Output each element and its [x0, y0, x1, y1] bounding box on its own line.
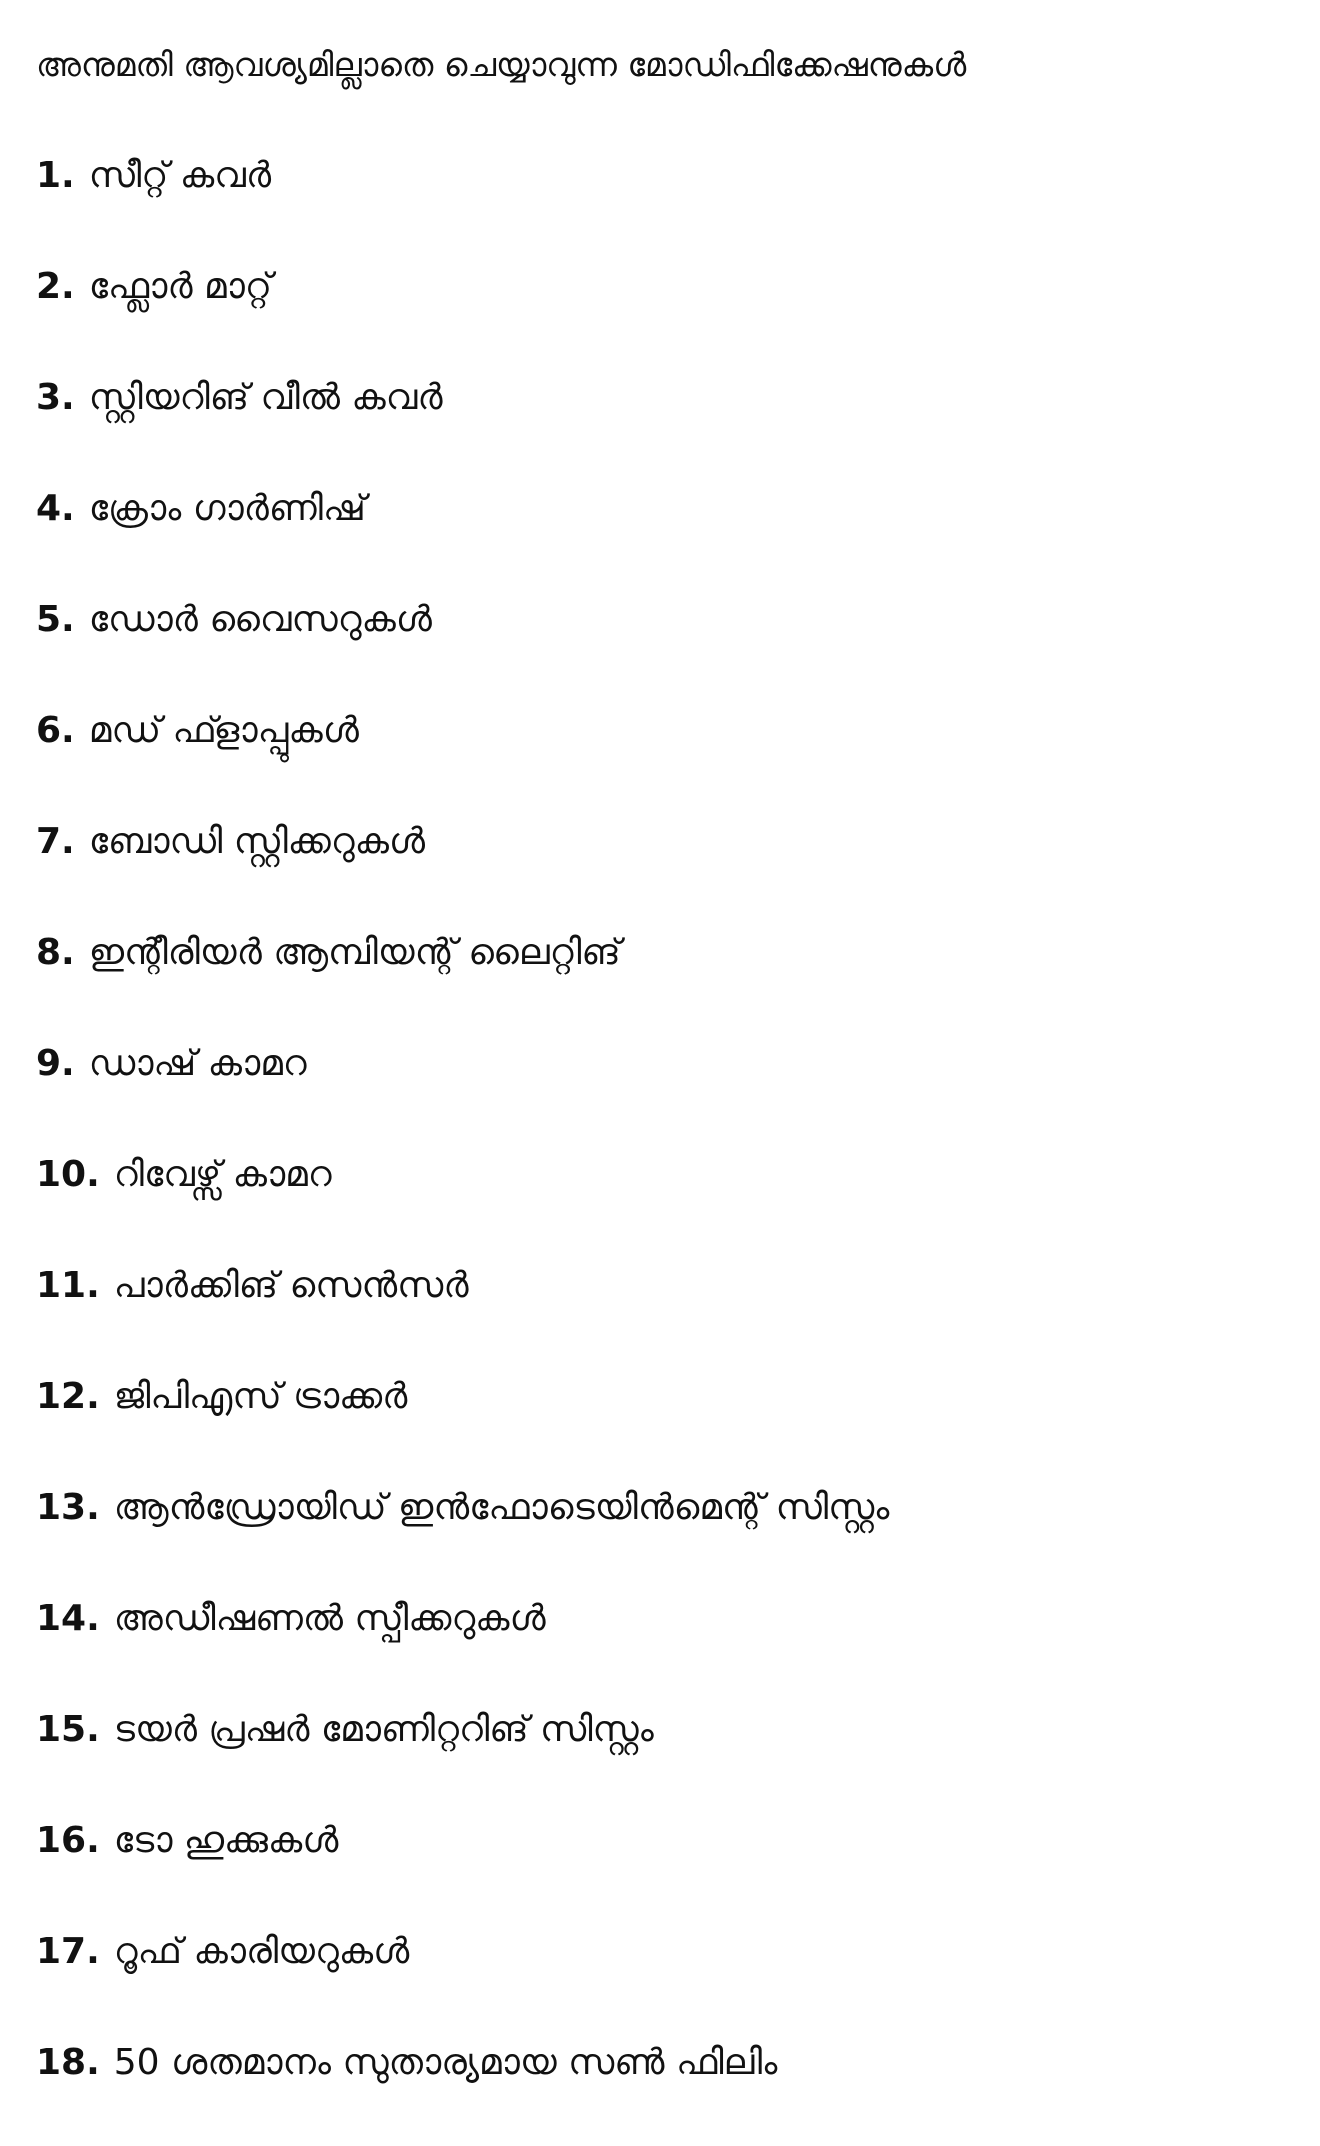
list-item: [36, 1369, 889, 1480]
item-label: ടോ ഹുക്കുകൾ: [113, 1820, 339, 1861]
list-item: [36, 592, 889, 703]
item-number: 17.: [36, 1931, 100, 1972]
item-label: ടയർ പ്രഷർ മോണിറ്ററിങ് സിസ്റ്റം: [113, 1709, 654, 1750]
item-number: 18.: [36, 2042, 100, 2083]
document-title: അനുമതി ആവശ്യമില്ലാതെ ചെയ്യാവുന്ന മോഡിഫിക്കേഷനുകൾ: [36, 45, 967, 84]
item-label: അഡീഷണൽ സ്പീക്കറുകൾ: [113, 1598, 546, 1639]
item-label: മഡ് ഫ്ളാപ്പുകൾ: [88, 710, 359, 751]
item-label: ആൻഡ്രോയിഡ് ഇൻഫോടെയിൻമെന്റ് സിസ്റ്റം: [113, 1487, 890, 1528]
item-label: ഫ്ലോർ മാറ്റ്: [88, 266, 273, 307]
item-number: 9.: [36, 1043, 75, 1084]
item-number: 12.: [36, 1376, 100, 1417]
item-label: ബോഡി സ്റ്റിക്കറുകൾ: [88, 821, 426, 862]
list-item: [36, 370, 889, 481]
item-label: ഡോർ വൈസറുകൾ: [88, 599, 432, 640]
item-label: റൂഫ് കാരിയറുകൾ: [113, 1931, 410, 1972]
item-label: 50 ശതമാനം സുതാര്യമായ സൺ ഫിലിം: [113, 2042, 778, 2083]
item-number: 16.: [36, 1820, 100, 1861]
list-item: [36, 481, 889, 592]
item-number: 4.: [36, 488, 75, 529]
list-item: [36, 1480, 889, 1591]
list-item: [36, 925, 889, 1036]
list-item: [36, 703, 889, 814]
item-label: ഇന്റീരിയർ ആമ്പിയന്റ് ലൈറ്റിങ്: [88, 932, 621, 973]
item-label: പാർക്കിങ് സെൻസർ: [113, 1265, 469, 1306]
item-number: 8.: [36, 932, 75, 973]
modification-list: [36, 148, 889, 2146]
item-label: സീറ്റ് കവർ: [88, 155, 272, 196]
item-number: 3.: [36, 377, 75, 418]
list-item: [36, 1036, 889, 1147]
list-item: [36, 1258, 889, 1369]
item-number: 15.: [36, 1709, 100, 1750]
item-number: 2.: [36, 266, 75, 307]
item-label: ജിപിഎസ് ട്രാക്കർ: [113, 1376, 408, 1417]
list-item: [36, 148, 889, 259]
list-item: [36, 1591, 889, 1702]
item-number: 6.: [36, 710, 75, 751]
list-item: [36, 1702, 889, 1813]
item-number: 14.: [36, 1598, 100, 1639]
item-number: 5.: [36, 599, 75, 640]
item-label: ഡാഷ് കാമറ: [88, 1043, 307, 1084]
list-item: [36, 1813, 889, 1924]
list-item: [36, 1924, 889, 2035]
item-number: 7.: [36, 821, 75, 862]
list-item: [36, 259, 889, 370]
item-number: 10.: [36, 1154, 100, 1195]
item-label: റിവേഴ്സ് കാമറ: [113, 1154, 332, 1195]
list-item: [36, 1147, 889, 1258]
list-item: [36, 814, 889, 925]
list-item: [36, 2035, 889, 2146]
item-number: 11.: [36, 1265, 100, 1306]
item-number: 13.: [36, 1487, 100, 1528]
item-number: 1.: [36, 155, 75, 196]
item-label: ക്രോം ഗാർണിഷ്: [88, 488, 366, 529]
item-label: സ്റ്റിയറിങ് വീൽ കവർ: [88, 377, 443, 418]
